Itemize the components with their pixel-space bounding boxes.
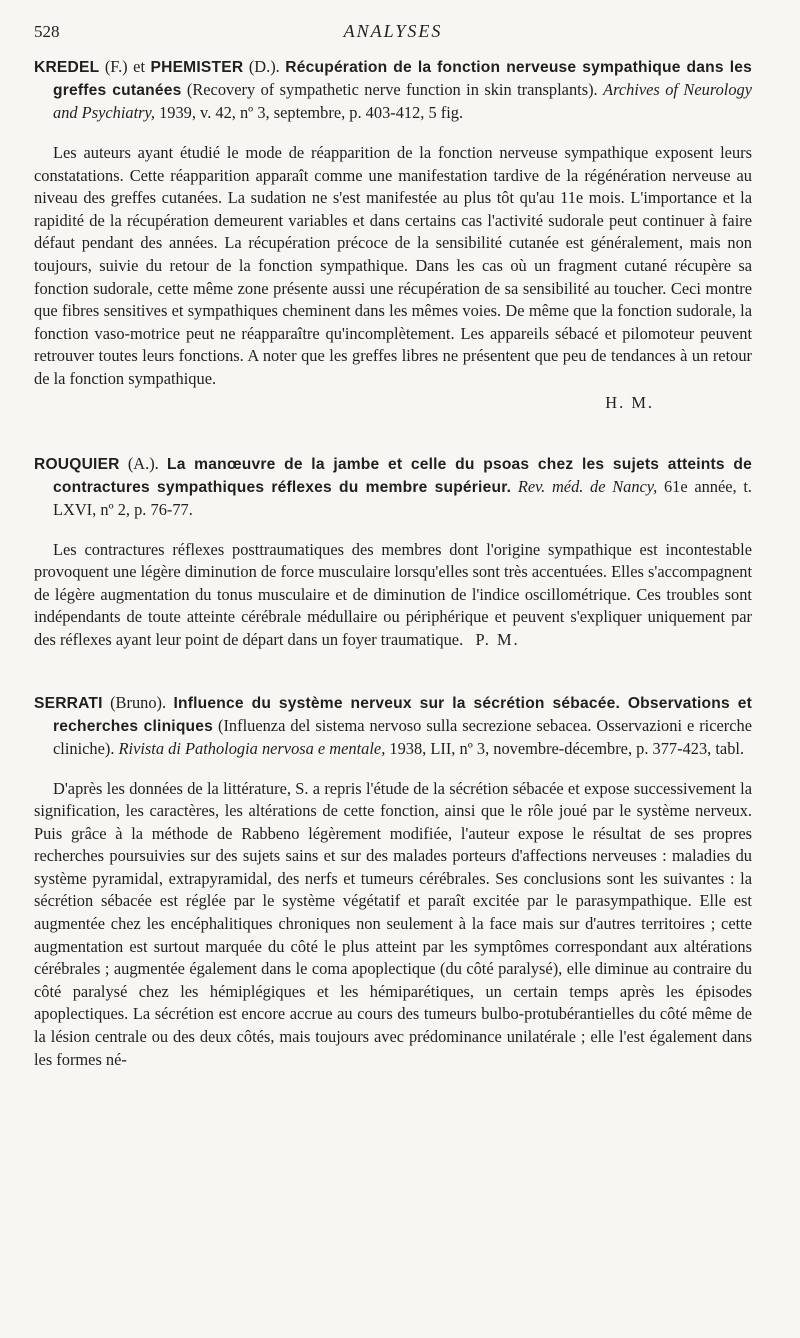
running-head — [34, 20, 752, 46]
abstract — [34, 539, 752, 652]
abstract-text: Les contractures réflexes posttraumatiques des membres dont l'origine sympathique est incontestable provoquent une légère diminution de force musculaire lorsqu'elles sont très accentuées. Elles s'accompagnent de légère augmentation du tonus musculaire et de diminution de l'indice oscillométrique. Ces troubles sont indépendants de toute atteinte cérébrale médullaire ou périphérique et peuvent s'expliquer uniquement par des réflexes ayant leur point de départ dans un foyer traumatique. — [34, 539, 752, 649]
citation — [34, 453, 752, 521]
journal-name: Rivista di Pathologia nervosa e mentale, — [118, 738, 386, 758]
article-title-italian: (Influenza del sistema nervoso sulla secrezione sebacea. Osservazioni e ricerche cliniche). — [53, 715, 752, 758]
article-kredel — [34, 56, 752, 413]
page-number: 528 — [34, 22, 60, 41]
author-initial: (Bruno). — [110, 692, 167, 712]
publication-details: 1939, v. 42, nº 3, septembre, p. 403-412, 5 fig. — [154, 103, 464, 122]
article-title: Récupération de la fonction nerveuse sympathique dans les greffes cutanées — [53, 59, 752, 99]
journal-name: Rev. méd. de Nancy, — [517, 476, 658, 496]
publication-details: 61e année, t. LXVI, nº 2, p. 76-77. — [53, 476, 752, 519]
journal-name: Archives of Neurology and Psychiatry, — [53, 80, 752, 122]
article-title: Influence du système nerveux sur la sécrétion sébacée. Observations et recherches cliniques — [53, 694, 752, 735]
article-title: La manœuvre de la jambe et celle du psoas chez les sujets atteints de contractures sympathiques réflexes du membre supérieur. — [53, 455, 752, 496]
article-rouquier — [34, 453, 752, 652]
abstract: D'après les données de la littérature, S. a repris l'étude de la sécrétion sébacée et expose successivement la signification, les caractères, les altérations de cette fonction, ainsi que le rôle joué par le système nerveux. Puis grâce à la méthode de Rabbeno légèrement modifiée, l'auteur expose le résultat de ses propres recherches poursuivies sur des sujets sains et sur des malades porteurs d'affections nerveuses : maladies du système pyramidal, extrapyramidal, des nerfs et tumeurs cérébrales. Ses conclusions sont les suivantes : la sécrétion sébacée est réglée par le système végétatif et paraît excitée par le parasympathique. Elle est augmentée chez les encéphalitiques chroniques non seulement à la face mais sur d'autres territoires ; cette augmentation est surtout marquée du côté le plus atteint par les symptômes correspondant aux altérations cérébrales ; augmentée également dans le coma apoplectique (du côté paralysé), elle diminue au contraire du côté paralysé chez les hémiplégiques et les hémiparétiques, un certain temps après les épisodes apoplectiques. La sécrétion est encore accrue au cours des tumeurs bulbo-protubérantielles du côté même de la lésion centrale ou des deux côtés, mais toujours avec prédominance unilatérale ; elle l'est également dans les formes né- — [34, 778, 752, 1069]
abstract: Les auteurs ayant étudié le mode de réapparition de la fonction nerveuse sympathique exposent leurs constatations. Cette réapparition apparaît comme une manifestation tardive de la régénération nerveuse au niveau des greffes cutanées. La sudation ne s'est manifestée au plus tôt qu'au 11e mois. L'importance et la rapidité de la récupération demeurent variables et dans certains cas l'activité sudorale peut continuer à faire défaut pendant des années. La récupération précoce de la sensibilité cutanée est généralement, mais non toujours, suivie du retour de la fonction sympathique. Dans les cas où un fragment cutané récupère sa fonction sudorale, cette même zone présente aussi une récupération de sa sensibilité au toucher. Ceci montre que fibres sensitives et sympathiques cheminent dans les mêmes voies. De même que la fonction sudorale, la fonction vaso-motrice peut ne réapparaître qu'incomplètement. Les appareils sébacé et pilomoteur peuvent retrouver toutes leurs fonctions. A noter que les greffes libres ne présentent que peu de tendances à un retour de la fonction sympathique. — [34, 143, 752, 388]
author-name: KREDEL — [34, 59, 100, 76]
citation — [34, 692, 752, 760]
author-initial: (F.) — [104, 57, 128, 76]
reviewer-signature: P. M. — [475, 629, 520, 649]
author-name: ROUQUIER — [34, 455, 120, 473]
publication-details: 1938, LII, nº 3, novembre-décembre, p. 377-423, tabl. — [385, 738, 745, 758]
article-title-english: (Recovery of sympathetic nerve function in skin transplants). — [181, 80, 604, 99]
coauthor-name: PHEMISTER — [150, 59, 244, 76]
coauthor-initial: (D.). — [248, 57, 280, 76]
connector: et — [127, 57, 151, 76]
author-name: SERRATI — [34, 694, 103, 712]
article-serrati — [34, 692, 752, 1072]
reviewer-signature: H. M. — [605, 392, 654, 412]
citation — [34, 56, 752, 124]
running-title: ANALYSES — [343, 21, 443, 41]
author-initial: (A.). — [127, 453, 159, 473]
